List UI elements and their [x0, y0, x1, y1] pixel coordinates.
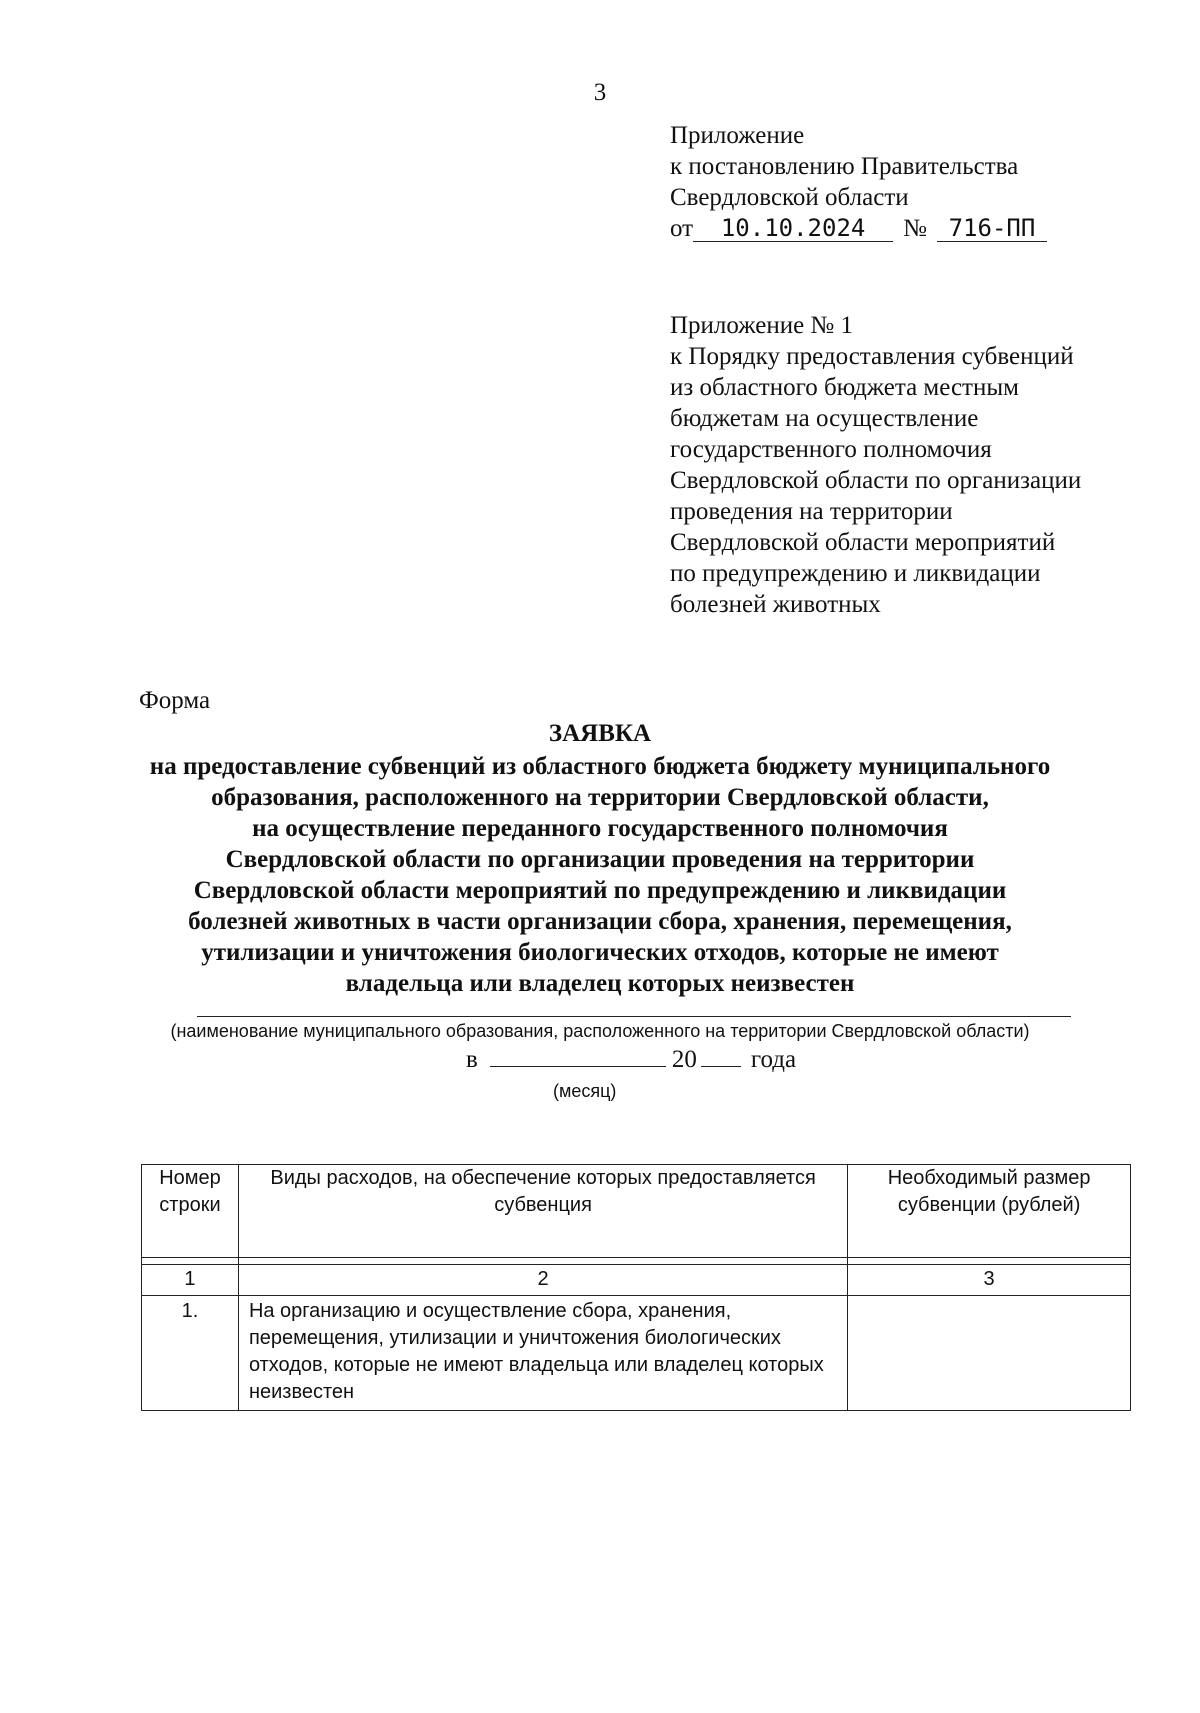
form-label: Форма — [139, 687, 211, 714]
title-main: ЗАЯВКА — [548, 720, 652, 747]
month-caption: (месяц) — [553, 1081, 617, 1101]
column-number: 3 — [848, 1265, 1131, 1296]
header-row-number: Номер строки — [142, 1165, 239, 1258]
expenses-table — [141, 1164, 1131, 1411]
month-field[interactable] — [490, 1044, 666, 1067]
separator-cell — [142, 1258, 239, 1265]
table-header-row — [142, 1165, 1131, 1258]
appendix-decree-line: к постановлению Правительства — [670, 153, 1019, 180]
appendix-order-line: проведения на территории — [670, 498, 953, 525]
document-title — [100, 718, 1100, 999]
row-amount-field[interactable] — [848, 1296, 1131, 1411]
appendix-order-line: Приложение № 1 — [670, 312, 854, 339]
appendix-order-line: из областного бюджета местным — [670, 374, 1019, 401]
row-description: На организацию и осуществление сбора, хранения, перемещения, утилизации и уничтожения биологических отходов, которые не имеют владельца или владелец которых неизвестен — [238, 1296, 847, 1411]
column-number: 2 — [238, 1265, 847, 1296]
title-line: утилизации и уничтожения биологических отходов, которые не имеют — [201, 939, 999, 966]
table-separator — [142, 1258, 1131, 1265]
title-line: Свердловской области по организации проведения на территории — [225, 846, 975, 873]
title-line: болезней животных в части организации сбора, хранения, перемещения, — [188, 908, 1012, 935]
municipality-caption: (наименование муниципального образования, расположенного на территории Свердловской области) — [170, 1021, 1030, 1041]
decree-date: 10.10.2024 — [693, 215, 893, 242]
decree-number: 716-ПП — [937, 215, 1047, 242]
appendix-decree-block — [670, 120, 1047, 244]
appendix-order-line: Свердловской области по организации — [670, 467, 1082, 494]
header-expense-type: Виды расходов, на обеспечение которых предоставляется субвенция — [238, 1165, 847, 1258]
title-line: на осуществление переданного государственного полномочия — [252, 815, 948, 842]
title-line: образования, расположенного на территории Свердловской области, — [211, 784, 989, 811]
appendix-order-block — [670, 310, 1081, 620]
title-line: владельца или владелец которых неизвестен — [345, 970, 855, 997]
appendix-decree-line: Приложение — [670, 122, 805, 149]
appendix-decree-line: Свердловской области — [670, 184, 909, 211]
page-number: 3 — [593, 79, 607, 106]
number-sign: № — [903, 215, 927, 242]
appendix-order-line: болезней животных — [670, 591, 881, 618]
table-row — [142, 1296, 1131, 1411]
year-field[interactable] — [701, 1044, 741, 1067]
appendix-order-line: Свердловской области мероприятий — [670, 529, 1056, 556]
column-number: 1 — [142, 1265, 239, 1296]
column-number-row — [142, 1265, 1131, 1296]
appendix-order-line: по предупреждению и ликвидации — [670, 560, 1041, 587]
century-label: 20 — [671, 1046, 697, 1073]
separator-cell — [238, 1258, 847, 1265]
header-subvention-amount: Необходимый размер субвенции (рублей) — [848, 1165, 1131, 1258]
title-line: на предоставление субвенций из областного бюджета бюджету муниципального — [149, 753, 1051, 780]
appendix-order-line: государственного полномочия — [670, 436, 992, 463]
period-suffix: года — [750, 1046, 797, 1073]
decree-date-number-line — [670, 213, 1047, 244]
appendix-order-line: к Порядку предоставления субвенций — [670, 343, 1074, 370]
separator-cell — [848, 1258, 1131, 1265]
row-number: 1. — [142, 1296, 239, 1411]
date-prefix: от — [670, 215, 694, 242]
municipality-name-field[interactable] — [197, 1016, 1071, 1017]
period-line — [466, 1044, 796, 1075]
title-line: Свердловской области мероприятий по предупреждению и ликвидации — [193, 877, 1007, 904]
appendix-order-line: бюджетам на осуществление — [670, 405, 979, 432]
period-prefix: в — [466, 1046, 478, 1073]
